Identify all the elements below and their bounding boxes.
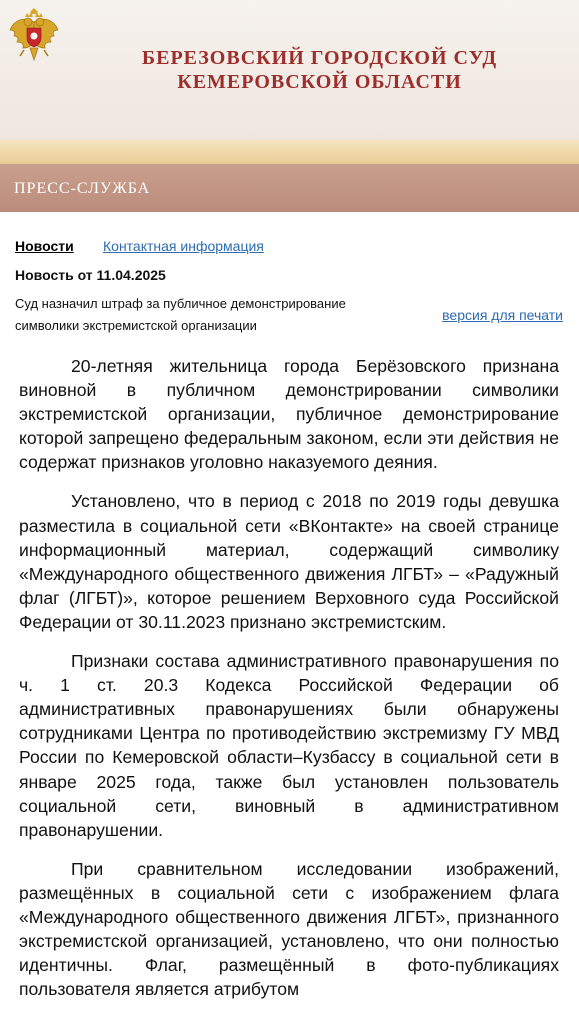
article-paragraph: Установлено, что в период с 2018 по 2019 годы девушка разместила в социальной сети «ВКонтакте» на своей странице информационный материал, содержащий символику «Международного общественного движения ЛГБТ» – «Радужный флаг (ЛГБТ)», которое решением Верховного суда Российской Федерации от 30.11.2023 признано экстремистским. [19, 491, 559, 632]
news-date-heading: Новость от 11.04.2025 [15, 267, 166, 283]
print-version-link[interactable]: версия для печати [442, 307, 563, 323]
court-name-line2: КЕМЕРОВСКОЙ ОБЛАСТИ [177, 71, 462, 93]
site-header [0, 0, 579, 140]
section-bar [0, 164, 579, 212]
news-headline [15, 293, 415, 337]
article-paragraph: При сравнительном исследовании изображений, размещённых в социальной сети с изображением флага «Международного общественного движения ЛГБТ», признанного экстремистской организацией, установлено, что они полностью идентичны. Флаг, размещённый в фото-публикациях пользователя является атрибутом [19, 858, 559, 1000]
article-paragraph: Признаки состава административного правонарушения по ч. 1 ст. 20.3 Кодекса Российской Федерации об административных правонарушениях были обнаружены сотрудниками Центра по противодействию экстремизму ГУ МВД России по Кемеровской области–Кузбассу в социальной сети в январе 2025 года, также был установлен пользователь социальной сети, виновный в административном правонарушении. [19, 651, 559, 840]
russia-coat-of-arms-icon [8, 8, 60, 68]
court-name-line1: БЕРЕЗОВСКИЙ ГОРОДСКОЙ СУД [141, 47, 498, 69]
section-title: ПРЕСС-СЛУЖБА [14, 180, 151, 197]
news-headline-line2: символики экстремистской организации [15, 318, 257, 333]
article-body [19, 354, 559, 1016]
news-headline-line1: Суд назначил штраф за публичное демонстрирование [15, 296, 346, 311]
article-paragraph: 20-летняя жительница города Берёзовского признана виновной в публичном демонстрировании символики экстремистской организации, публичное демонстрирование которой запрещено федеральным законом, если эти действия не содержат признаков уголовно наказуемого деяния. [19, 356, 559, 473]
decorative-strip [0, 140, 579, 164]
tab-news[interactable]: Новости [15, 238, 74, 254]
tab-contacts[interactable]: Контактная информация [103, 238, 264, 254]
